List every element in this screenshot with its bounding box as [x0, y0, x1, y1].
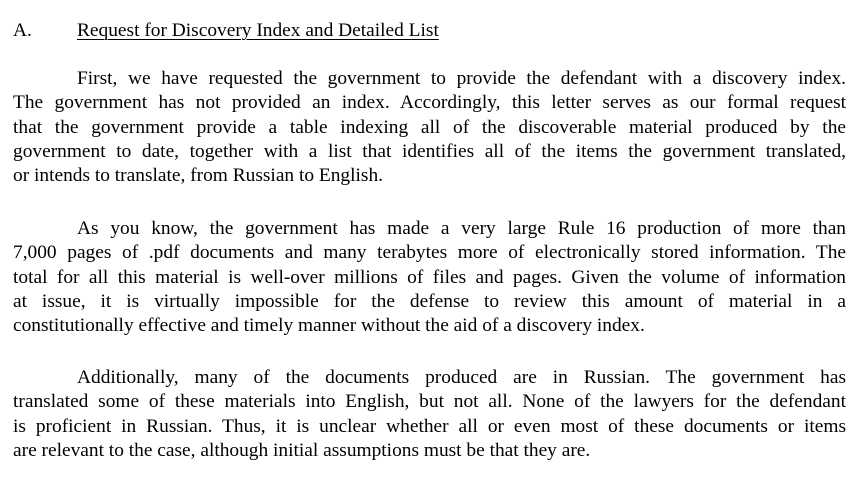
paragraph-line: translated some of these materials into English, but not all. None of the lawyers for the defendant — [13, 391, 846, 413]
paragraph-line: or intends to translate, from Russian to English. — [13, 165, 383, 187]
paragraph-line: at issue, it is virtually impossible for the defense to review this amount of material in a — [13, 290, 846, 312]
paragraph-line: The government has not provided an index. Accordingly, this letter serves as our formal request — [13, 92, 846, 114]
paragraph-line: are relevant to the case, although initial assumptions must be that they are. — [13, 439, 591, 461]
paragraph-line: that the government provide a table indexing all of the discoverable material produced by the — [13, 116, 846, 138]
section-label: A. — [13, 20, 32, 41]
paragraph-production-volume — [13, 217, 846, 338]
paragraph-line: constitutionally effective and timely manner without the aid of a discovery index. — [13, 315, 645, 337]
paragraph-line: is proficient in Russian. Thus, it is unclear whether all or even most of these documents or items — [13, 415, 846, 437]
paragraph-line: Additionally, many of the documents produced are in Russian. The government has — [77, 367, 846, 388]
paragraph-line: First, we have requested the government to provide the defendant with a discovery index. — [77, 68, 846, 89]
paragraph-line: total for all this material is well-over millions of files and pages. Given the volume of information — [13, 266, 846, 288]
paragraph-discovery-index-request — [13, 67, 846, 188]
paragraph-line: 7,000 pages of .pdf documents and many terabytes more of electronically stored information. The — [13, 242, 846, 264]
paragraph-russian-documents — [13, 366, 846, 463]
section-title: Request for Discovery Index and Detailed List — [77, 20, 439, 41]
paragraph-line: As you know, the government has made a very large Rule 16 production of more than — [77, 218, 846, 239]
paragraph-line: government to date, together with a list that identifies all of the items the government translated, — [13, 140, 846, 162]
